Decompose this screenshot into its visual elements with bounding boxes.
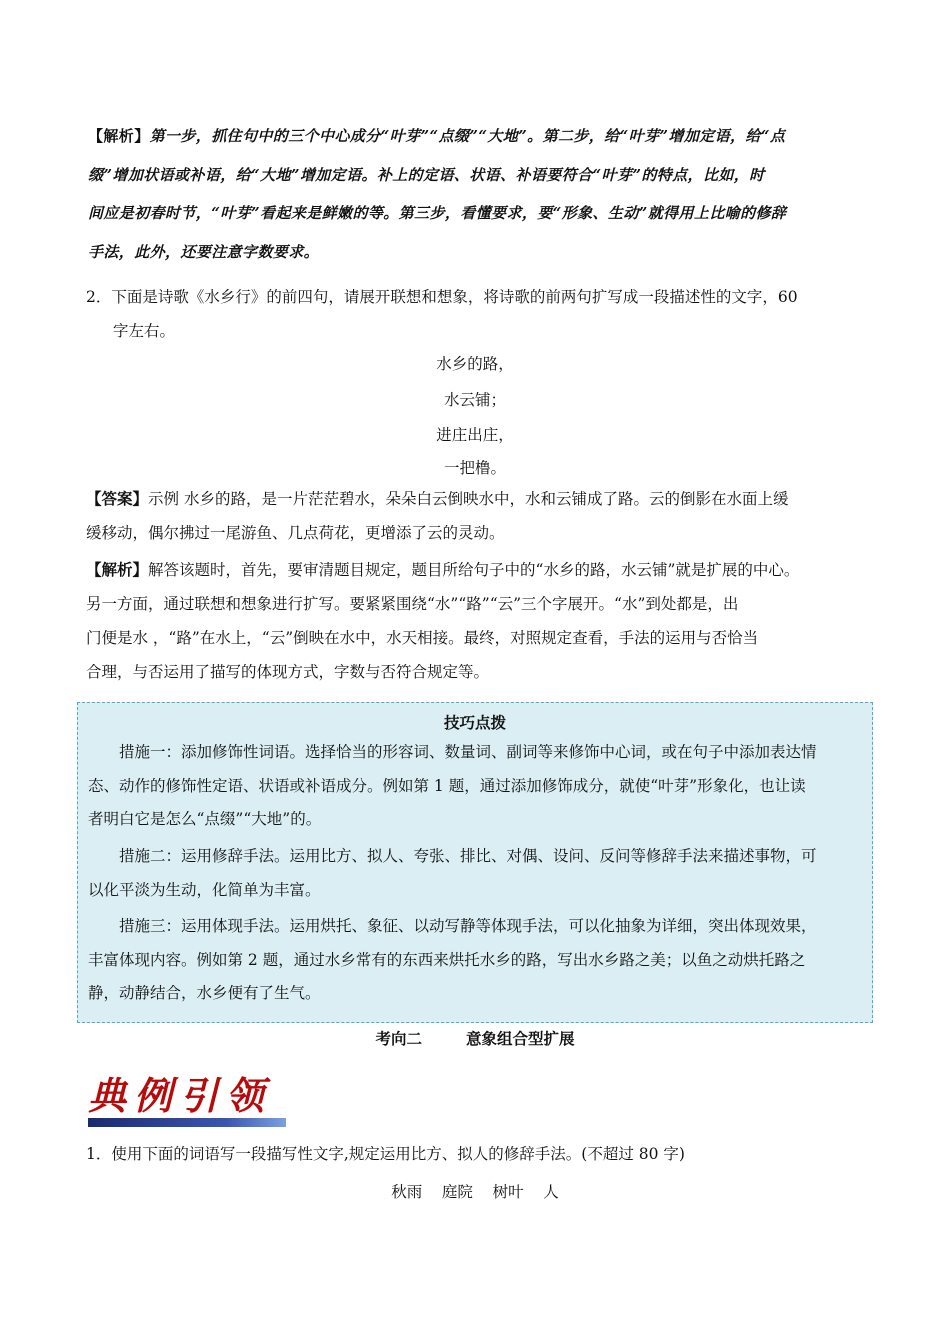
poem-line-1: 水乡的路， bbox=[436, 355, 514, 373]
analysis-2-label: 【解析】 bbox=[86, 561, 149, 579]
analysis-1-line-4: 手法，此外，还要注意字数要求。 bbox=[88, 242, 320, 261]
poem-line-2: 水云铺； bbox=[443, 391, 506, 409]
section-number: 考向二 bbox=[375, 1030, 422, 1048]
question-2-line-2: 字左右。 bbox=[113, 322, 176, 340]
analysis-1 bbox=[88, 117, 878, 271]
answer-line-1: 【答案】示例 水乡的路，是一片茫茫碧水，朵朵白云倒映水中，水和云铺成了路。云的倒影在水面上缓 bbox=[86, 490, 789, 508]
question-2-line-1: 2．下面是诗歌《水乡行》的前四句，请展开联想和想象，将诗歌的前两句扩写成一段描述性的文字，60 bbox=[86, 288, 798, 306]
tips-measure-1: 措施一：添加修饰性词语。选择恰当的形容词、数量词、副词等来修饰中心词，或在句子中添加表达情 态、动作的修饰性定语、状语或补语成分。例如第 1 题，通过添加修饰成分，就使“叶芽”形象化，也让读 者明白它是怎么“点缀”“大地”的。 bbox=[88, 743, 817, 828]
answer-label: 【答案】 bbox=[86, 490, 149, 508]
analysis-2-line-1: 【解析】解答该题时，首先，要审清题目规定，题目所给句子中的“水乡的路，水云铺”就是扩展的中心。 bbox=[86, 561, 800, 579]
analysis-2 bbox=[86, 553, 886, 689]
analysis-2-line-3: 门便是水 ，“路”在水上，“云”倒映在水中，水天相接。最终，对照规定查看，手法的运用与否恰当 bbox=[86, 629, 759, 647]
analysis-1-line-2: 缀”增加状语或补语，给“大地”增加定语。补上的定语、状语、补语要符合“叶芽”的特点，比如，时 bbox=[88, 165, 765, 184]
tips-title: 技巧点拨 bbox=[443, 714, 506, 732]
banner-text: 典例引领 bbox=[88, 1073, 273, 1118]
section-title: 意象组合型扩展 bbox=[466, 1030, 575, 1048]
answer bbox=[86, 482, 876, 550]
example-banner bbox=[88, 1074, 288, 1130]
analysis-2-line-4: 合理，与否运用了描写的体现方式，字数与否符合规定等。 bbox=[86, 663, 490, 681]
question-2 bbox=[86, 280, 876, 348]
poem-line-3: 进庄出庄， bbox=[436, 426, 514, 444]
section-heading bbox=[0, 1027, 950, 1049]
tips-measure-2: 措施二：运用修辞手法。运用比方、拟人、夸张、排比、对偶、设问、反问等修辞手法来描述事物，可 以化平淡为生动，化简单为丰富。 bbox=[88, 847, 817, 899]
analysis-1-label: 【解析】 bbox=[88, 127, 150, 145]
question-1-line: 1．使用下面的词语写一段描写性文字,规定运用比方、拟人的修辞手法。(不超过 80 字) bbox=[86, 1145, 685, 1163]
analysis-1-line-1: 【解析】第一步，抓住句中的三个中心成分“叶芽”“点缀”“大地”。第二步，给“叶芽”增加定语，给“点 bbox=[88, 127, 786, 145]
question-1-words: 秋雨 庭院 树叶 人 bbox=[391, 1183, 559, 1201]
tips-measure-3: 措施三：运用体现手法。运用烘托、象征、以动写静等体现手法，可以化抽象为详细，突出体现效果， 丰富体现内容。例如第 2 题，通过水乡常有的东西来烘托水乡的路，写出水乡路之美；以鱼之动烘托路之 静，动静结合，水乡便有了生气。 bbox=[88, 917, 817, 1002]
answer-line-2: 缓移动，偶尔拂过一尾游鱼、几点荷花，更增添了云的灵动。 bbox=[86, 524, 505, 542]
poem-line-4: 一把橹。 bbox=[443, 459, 506, 477]
analysis-1-line-3: 间应是初春时节，“叶芽”看起来是鲜嫩的等。第三步，看懂要求，要“形象、生动”就得用上比喻的修辞 bbox=[88, 204, 787, 222]
question-1 bbox=[86, 1137, 876, 1171]
banner-underline bbox=[88, 1118, 286, 1127]
analysis-2-line-2: 另一方面，通过联想和想象进行扩写。要紧紧围绕“水”“路”“云”三个字展开。“水”到处都是，出 bbox=[86, 595, 739, 613]
tips-box bbox=[77, 702, 873, 1023]
